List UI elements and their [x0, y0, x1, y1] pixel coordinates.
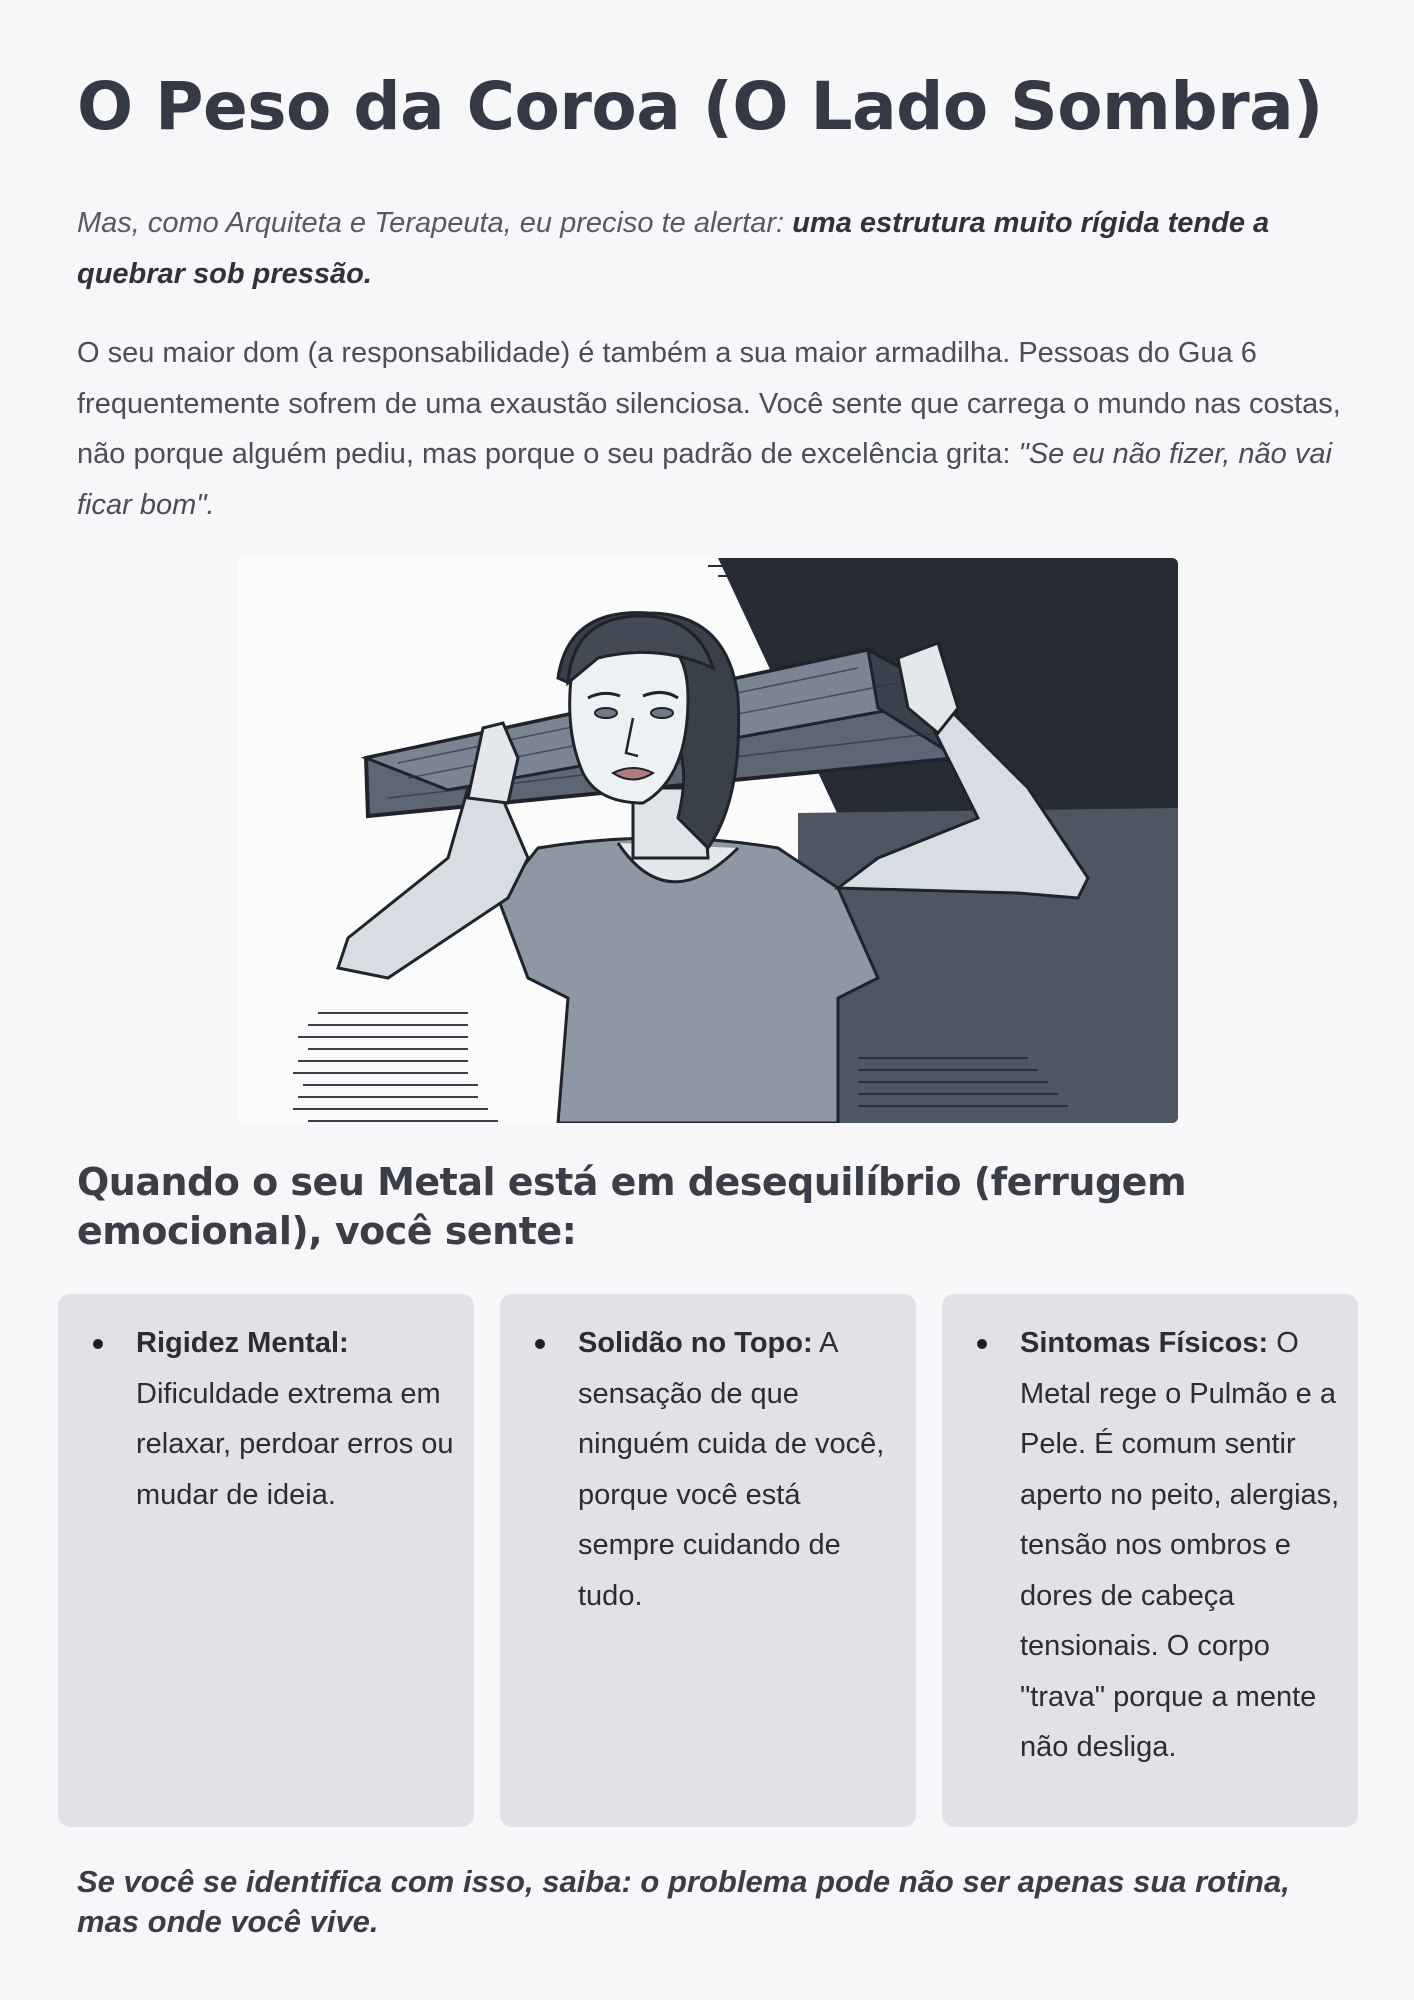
item-label: Solidão no Topo:: [578, 1327, 813, 1359]
section-heading: Quando o seu Metal está em desequilíbrio (ferrugem emocional), você sente:: [77, 1160, 1187, 1253]
symptom-card-solidao: [500, 1294, 916, 1827]
item-text: A sensação de que ninguém cuida de você, porque você está sempre cuidando de tudo.: [578, 1327, 885, 1612]
intro-emphasis: uma estrutura muito rígida tende a quebrar sob pressão.: [77, 207, 1270, 290]
item-text: Dificuldade extrema em relaxar, perdoar erros ou mudar de ideia.: [136, 1377, 454, 1511]
list-item: [1020, 1318, 1340, 1773]
intro-lead: Mas, como Arquiteta e Terapeuta, eu preciso te alertar:: [77, 207, 793, 239]
closing-statement: Se você se identifica com isso, saiba: o problema pode não ser apenas sua rotina, mas onde você vive.: [77, 1864, 1290, 1939]
list-item: [136, 1318, 456, 1520]
symptom-card-sintomas: [942, 1294, 1358, 1827]
intro-paragraph: [77, 198, 1327, 300]
body-text: O seu maior dom (a responsabilidade) é também a sua maior armadilha. Pessoas do Gua 6 frequentemente sofrem de uma exaustão silenciosa. Você sente que carrega o mundo nas costas, não porque alguém pediu, mas porque o seu padrão de excelência grita:: [77, 337, 1341, 470]
symptom-card-rigidez: [58, 1294, 474, 1827]
item-label: Rigidez Mental:: [136, 1327, 349, 1359]
list-item: [578, 1318, 898, 1621]
woman-carrying-beam-illustration: [238, 558, 1178, 1123]
body-paragraph: [77, 328, 1347, 530]
body-quote: "Se eu não fizer, não vai ficar bom".: [77, 438, 1332, 521]
item-text: O Metal rege o Pulmão e a Pele. É comum sentir aperto no peito, alergias, tensão nos ombros e dores de cabeça tensionais. O corpo "trava" porque a mente não desliga.: [1020, 1327, 1340, 1763]
item-label: Sintomas Físicos:: [1020, 1327, 1269, 1359]
page-title: O Peso da Coroa (O Lado Sombra): [77, 68, 1323, 145]
